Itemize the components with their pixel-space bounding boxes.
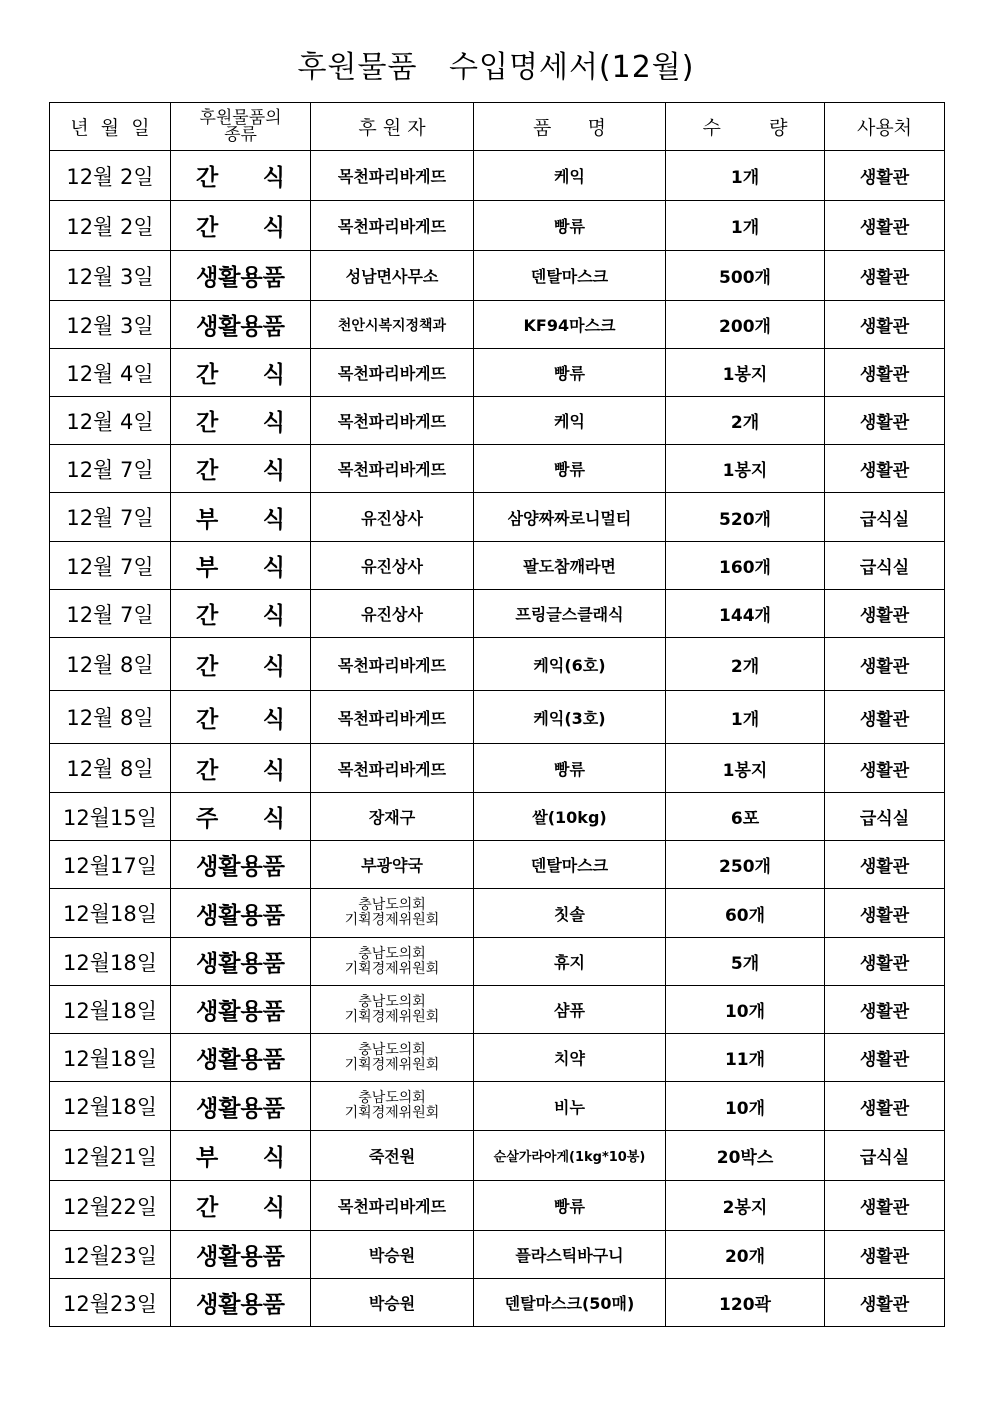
cell-donor: 목천파리바게뜨	[311, 201, 474, 251]
cell-kind	[171, 445, 311, 493]
cell-date: 12월18일	[50, 1082, 171, 1131]
cell-use: 생활관	[825, 590, 945, 638]
cell-kind	[171, 691, 311, 744]
kind-char: 식	[262, 1195, 285, 1221]
cell-item: 빵류	[474, 349, 666, 397]
cell-date: 12월23일	[50, 1279, 171, 1327]
cell-qty: 1개	[666, 201, 825, 251]
cell-date: 12월18일	[50, 938, 171, 986]
cell-donor: 박승원	[311, 1231, 474, 1279]
table-row	[50, 1131, 945, 1181]
kind-char: 식	[262, 653, 285, 680]
cell-use: 생활관	[825, 841, 945, 889]
cell-qty: 11개	[666, 1034, 825, 1082]
header-kind	[171, 103, 311, 151]
donation-table	[49, 102, 945, 1327]
kind-char: 식	[262, 1145, 285, 1171]
cell-kind	[171, 1034, 311, 1082]
cell-item: 덴탈마스크(50매)	[474, 1279, 666, 1327]
kind-text: 생활용품	[196, 265, 285, 291]
kind-char: 간	[196, 603, 219, 629]
cell-item: 프링글스클래식	[474, 590, 666, 638]
table-row	[50, 691, 945, 744]
cell-kind	[171, 1082, 311, 1131]
cell-kind	[171, 986, 311, 1034]
table-row	[50, 793, 945, 841]
donor-line: 기획경제위원회	[344, 1105, 440, 1121]
cell-kind	[171, 251, 311, 301]
cell-kind	[171, 397, 311, 445]
donor-line: 충남도의회	[358, 993, 426, 1010]
cell-donor	[311, 1034, 474, 1082]
kind-spread	[171, 404, 310, 437]
table-row	[50, 1181, 945, 1231]
page-title: 후원물품 수입명세서(12월)	[297, 50, 695, 85]
kind-spread	[171, 1189, 310, 1222]
cell-date: 12월18일	[50, 1034, 171, 1082]
cell-date: 12월23일	[50, 1231, 171, 1279]
table-row	[50, 445, 945, 493]
kind-spread	[171, 752, 310, 785]
cell-kind	[171, 201, 311, 251]
donor-line: 충남도의회	[358, 1090, 426, 1106]
cell-item: 덴탈마스크	[474, 251, 666, 301]
kind-char: 식	[262, 706, 285, 733]
cell-item: 순살가라아게(1kg*10봉)	[474, 1131, 666, 1181]
table-row	[50, 986, 945, 1034]
cell-use: 생활관	[825, 201, 945, 251]
cell-use: 생활관	[825, 1231, 945, 1279]
kind-spread	[171, 597, 310, 630]
donor-line: 충남도의회	[358, 1041, 426, 1058]
cell-qty: 1개	[666, 691, 825, 744]
kind-text: 생활용품	[196, 1244, 285, 1270]
kind-char: 식	[262, 362, 285, 388]
table-row	[50, 590, 945, 638]
cell-item: 빵류	[474, 201, 666, 251]
cell-item: 쌀(10kg)	[474, 793, 666, 841]
cell-donor: 유진상사	[311, 590, 474, 638]
table-body	[50, 151, 945, 1327]
cell-kind	[171, 301, 311, 349]
kind-text: 생활용품	[196, 1047, 285, 1073]
kind-char: 식	[262, 806, 285, 832]
cell-use: 생활관	[825, 349, 945, 397]
table-row	[50, 744, 945, 793]
cell-use: 생활관	[825, 151, 945, 201]
cell-qty: 2봉지	[666, 1181, 825, 1231]
kind-char: 간	[196, 215, 219, 241]
cell-kind	[171, 590, 311, 638]
header-row	[50, 103, 945, 151]
cell-kind	[171, 889, 311, 938]
cell-qty: 120곽	[666, 1279, 825, 1327]
cell-use: 급식실	[825, 793, 945, 841]
cell-qty: 2개	[666, 397, 825, 445]
header-use: 사용처	[825, 103, 945, 151]
kind-spread	[171, 1139, 310, 1172]
kind-char: 부	[196, 1145, 219, 1171]
table-row	[50, 201, 945, 251]
cell-qty: 1봉지	[666, 445, 825, 493]
kind-text: 생활용품	[196, 1292, 285, 1318]
donor-line: 기획경제위원회	[344, 912, 440, 928]
cell-item: 삼양짜짜로니멀티	[474, 493, 666, 542]
cell-use: 급식실	[825, 542, 945, 590]
cell-donor: 성남면사무소	[311, 251, 474, 301]
header-date: 년 월 일	[50, 103, 171, 151]
cell-donor: 박승원	[311, 1279, 474, 1327]
cell-item: 비누	[474, 1082, 666, 1131]
kind-char: 식	[262, 215, 285, 241]
kind-char: 식	[262, 458, 285, 484]
cell-date: 12월 4일	[50, 397, 171, 445]
cell-use: 생활관	[825, 445, 945, 493]
cell-qty: 250개	[666, 841, 825, 889]
cell-item: 케익	[474, 397, 666, 445]
cell-kind	[171, 841, 311, 889]
cell-kind	[171, 1131, 311, 1181]
table-row	[50, 1279, 945, 1327]
cell-date: 12월22일	[50, 1181, 171, 1231]
kind-char: 간	[196, 165, 219, 191]
kind-text: 생활용품	[196, 951, 285, 977]
cell-date: 12월 2일	[50, 201, 171, 251]
cell-item: 팔도참깨라면	[474, 542, 666, 590]
cell-qty: 500개	[666, 251, 825, 301]
cell-item: 플라스틱바구니	[474, 1231, 666, 1279]
cell-qty: 10개	[666, 1082, 825, 1131]
cell-donor	[311, 1082, 474, 1131]
kind-char: 간	[196, 410, 219, 436]
cell-donor: 유진상사	[311, 493, 474, 542]
cell-qty: 1봉지	[666, 744, 825, 793]
cell-kind	[171, 493, 311, 542]
kind-text: 생활용품	[196, 999, 285, 1025]
cell-qty: 20개	[666, 1231, 825, 1279]
cell-qty: 5개	[666, 938, 825, 986]
kind-spread	[171, 501, 310, 534]
cell-date: 12월18일	[50, 889, 171, 938]
table-row	[50, 493, 945, 542]
kind-char: 간	[196, 653, 219, 680]
table-row	[50, 638, 945, 691]
cell-use: 생활관	[825, 1181, 945, 1231]
kind-spread	[171, 800, 310, 833]
kind-spread	[171, 701, 310, 734]
kind-char: 주	[196, 806, 219, 832]
kind-spread	[171, 209, 310, 242]
cell-donor: 목천파리바게뜨	[311, 397, 474, 445]
kind-spread	[171, 356, 310, 389]
cell-use: 생활관	[825, 986, 945, 1034]
cell-use: 생활관	[825, 744, 945, 793]
cell-kind	[171, 793, 311, 841]
cell-date: 12월 8일	[50, 638, 171, 691]
table-row	[50, 397, 945, 445]
cell-item: 칫솔	[474, 889, 666, 938]
cell-kind	[171, 1279, 311, 1327]
table-row	[50, 1231, 945, 1279]
cell-date: 12월 3일	[50, 251, 171, 301]
cell-item: 빵류	[474, 1181, 666, 1231]
cell-donor	[311, 938, 474, 986]
cell-qty: 1개	[666, 151, 825, 201]
cell-qty: 2개	[666, 638, 825, 691]
cell-item: 케익(3호)	[474, 691, 666, 744]
table-row	[50, 1034, 945, 1082]
cell-qty: 6포	[666, 793, 825, 841]
kind-char: 간	[196, 458, 219, 484]
cell-item: 빵류	[474, 445, 666, 493]
cell-qty: 520개	[666, 493, 825, 542]
cell-item: 케익(6호)	[474, 638, 666, 691]
cell-donor: 목천파리바게뜨	[311, 1181, 474, 1231]
cell-use: 급식실	[825, 1131, 945, 1181]
kind-char: 간	[196, 757, 219, 784]
cell-use: 생활관	[825, 1082, 945, 1131]
cell-kind	[171, 349, 311, 397]
kind-char: 식	[262, 410, 285, 436]
cell-donor: 목천파리바게뜨	[311, 349, 474, 397]
cell-use: 급식실	[825, 493, 945, 542]
header-item: 품 명	[474, 103, 666, 151]
cell-donor: 천안시복지정책과	[311, 301, 474, 349]
donor-line: 기획경제위원회	[344, 1008, 440, 1025]
table-row	[50, 938, 945, 986]
donor-line: 충남도의회	[358, 945, 426, 962]
table-row	[50, 151, 945, 201]
kind-char: 간	[196, 1195, 219, 1221]
header-qty: 수 량	[666, 103, 825, 151]
cell-item: 빵류	[474, 744, 666, 793]
table-row	[50, 841, 945, 889]
cell-kind	[171, 542, 311, 590]
cell-donor: 목천파리바게뜨	[311, 691, 474, 744]
kind-spread	[171, 159, 310, 192]
cell-donor: 목천파리바게뜨	[311, 445, 474, 493]
cell-date: 12월 7일	[50, 493, 171, 542]
cell-kind	[171, 744, 311, 793]
cell-item: 휴지	[474, 938, 666, 986]
header-donor: 후 원 자	[311, 103, 474, 151]
kind-char: 간	[196, 362, 219, 388]
donor-line: 충남도의회	[358, 897, 426, 913]
cell-use: 생활관	[825, 301, 945, 349]
cell-date: 12월21일	[50, 1131, 171, 1181]
cell-use: 생활관	[825, 691, 945, 744]
cell-item: 샴퓨	[474, 986, 666, 1034]
cell-date: 12월 8일	[50, 691, 171, 744]
cell-use: 생활관	[825, 938, 945, 986]
cell-date: 12월18일	[50, 986, 171, 1034]
cell-qty: 144개	[666, 590, 825, 638]
kind-char: 부	[196, 506, 219, 533]
kind-char: 식	[262, 555, 285, 581]
cell-donor	[311, 986, 474, 1034]
donor-line: 기획경제위원회	[344, 1056, 440, 1073]
kind-text: 생활용품	[196, 1095, 285, 1122]
table-row	[50, 301, 945, 349]
cell-kind	[171, 938, 311, 986]
cell-use: 생활관	[825, 638, 945, 691]
cell-donor	[311, 889, 474, 938]
table-row	[50, 251, 945, 301]
cell-date: 12월 8일	[50, 744, 171, 793]
kind-text: 생활용품	[196, 854, 285, 880]
kind-spread	[171, 648, 310, 681]
kind-text: 생활용품	[196, 902, 285, 929]
cell-item: 덴탈마스크	[474, 841, 666, 889]
cell-kind	[171, 638, 311, 691]
cell-qty: 20박스	[666, 1131, 825, 1181]
header-kind-line2: 종류	[224, 124, 257, 145]
kind-char: 간	[196, 706, 219, 733]
kind-text: 생활용품	[196, 314, 285, 340]
cell-kind	[171, 1231, 311, 1279]
kind-char: 식	[262, 506, 285, 533]
cell-donor: 유진상사	[311, 542, 474, 590]
cell-date: 12월15일	[50, 793, 171, 841]
cell-qty: 160개	[666, 542, 825, 590]
cell-qty: 1봉지	[666, 349, 825, 397]
donor-line: 기획경제위원회	[344, 960, 440, 977]
kind-char: 식	[262, 603, 285, 629]
cell-donor: 장재구	[311, 793, 474, 841]
cell-donor: 목천파리바게뜨	[311, 151, 474, 201]
table-row	[50, 1082, 945, 1131]
cell-date: 12월 3일	[50, 301, 171, 349]
cell-donor: 목천파리바게뜨	[311, 744, 474, 793]
cell-date: 12월 7일	[50, 445, 171, 493]
cell-use: 생활관	[825, 251, 945, 301]
cell-use: 생활관	[825, 397, 945, 445]
cell-use: 생활관	[825, 1034, 945, 1082]
table-row	[50, 349, 945, 397]
kind-spread	[171, 452, 310, 485]
cell-donor: 죽전원	[311, 1131, 474, 1181]
table-row	[50, 542, 945, 590]
cell-item: KF94마스크	[474, 301, 666, 349]
kind-char: 식	[262, 165, 285, 191]
cell-donor: 목천파리바게뜨	[311, 638, 474, 691]
kind-char: 식	[262, 757, 285, 784]
cell-item: 케익	[474, 151, 666, 201]
cell-qty: 200개	[666, 301, 825, 349]
header-kind-line1: 후원물품의	[199, 107, 282, 128]
cell-kind	[171, 151, 311, 201]
cell-qty: 60개	[666, 889, 825, 938]
cell-date: 12월 4일	[50, 349, 171, 397]
cell-item: 치약	[474, 1034, 666, 1082]
cell-kind	[171, 1181, 311, 1231]
cell-date: 12월 7일	[50, 590, 171, 638]
cell-use: 생활관	[825, 1279, 945, 1327]
kind-char: 부	[196, 555, 219, 581]
cell-donor: 부광약국	[311, 841, 474, 889]
cell-date: 12월 2일	[50, 151, 171, 201]
table-row	[50, 889, 945, 938]
cell-date: 12월17일	[50, 841, 171, 889]
cell-use: 생활관	[825, 889, 945, 938]
cell-qty: 10개	[666, 986, 825, 1034]
cell-date: 12월 7일	[50, 542, 171, 590]
kind-spread	[171, 549, 310, 582]
